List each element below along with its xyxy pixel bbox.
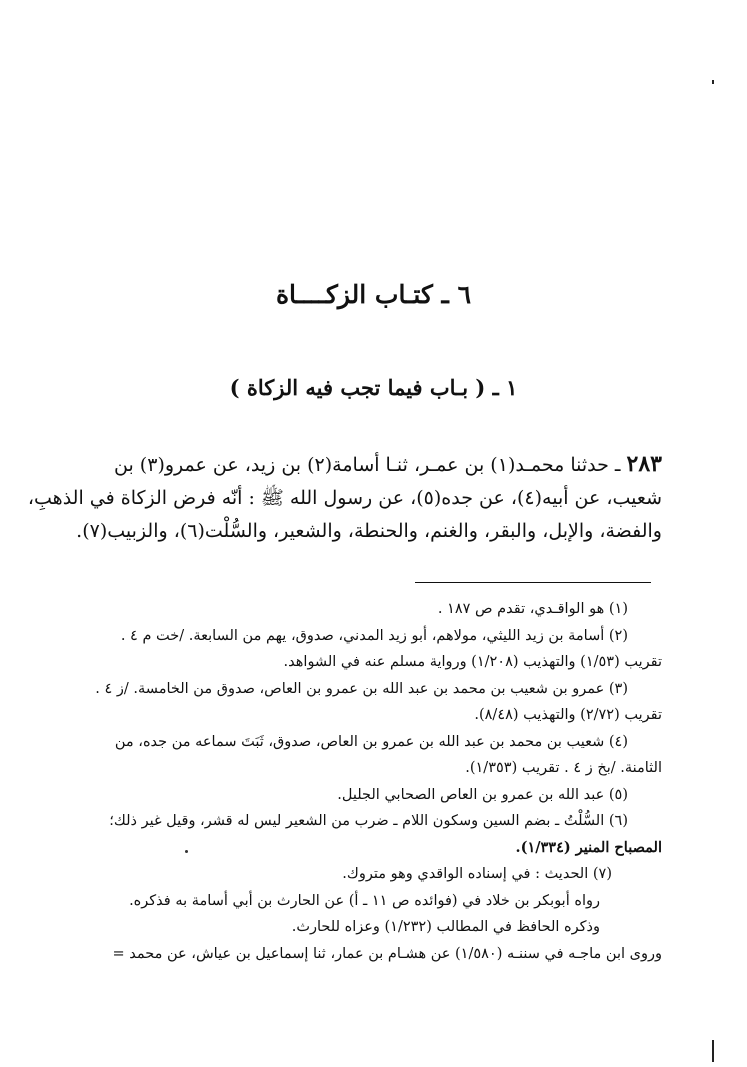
footnote-line: وروى ابن ماجـه في سننـه (١/٥٨٠) عن هشـام بن عمار، ثنا إسماعيل بن عياش، عن محمد = xyxy=(112,945,662,962)
scan-edge-mark xyxy=(712,80,714,84)
hadith-line: ٢٨٣ ـ حدثنا محمـد(١) بن عمـر، ثنـا أسامة(٢) بن زيد، عن عمرو(٣) بن xyxy=(114,451,662,477)
scan-edge-mark xyxy=(712,1040,714,1062)
hadith-line: والفضة، والإبل، والبقر، والغنم، والحنطة، والشعير، والسُّلْت(٦)، والزبيب(٧). xyxy=(76,520,662,542)
footnote-line: تقريب (١/٥٣) والتهذيب (١/٢٠٨) ورواية مسلم عنه في الشواهد. xyxy=(283,654,662,670)
footnote-line: (٦) السُّلْتُ ـ بضم السين وسكون اللام ـ ضرب من الشعير ليس له قشر، وقيل غير ذلك؛ xyxy=(109,813,628,829)
footnote-line: تقريب (٢/٧٢) والتهذيب (٨/٤٨). xyxy=(474,707,662,723)
chapter-title: ٦ ـ كتـاب الزكــــاة xyxy=(275,280,472,309)
footnote-line: (٢) أسامة بن زيد الليثي، مولاهم، أبو زيد المدني، صدوق، يهم من السابعة. /خت م ٤ . xyxy=(120,627,628,644)
footnote-line: (٧) الحديث : في إسناده الواقدي وهو متروك. xyxy=(342,866,612,882)
footnote-line: المصباح المنير (١/٣٣٤). xyxy=(515,838,662,856)
hadith-text xyxy=(27,448,662,548)
footnote-line: وذكره الحافظ في المطالب (١/٢٣٢) وعزاه للحارث. xyxy=(291,919,600,935)
hadith-number: ٢٨٣ xyxy=(626,451,662,477)
scan-speck xyxy=(185,850,188,853)
footnote-line: (١) هو الواقـدي، تقدم ص ١٨٧ . xyxy=(437,601,628,617)
footnote-line: (٤) شعيب بن محمد بن عبد الله بن عمرو بن العاص، صدوق، ثَبَتَ سماعه من جده، من xyxy=(114,733,628,750)
footnote-line: (٥) عبد الله بن عمرو بن العاص الصحابي الجليل. xyxy=(337,786,628,803)
footnote-line: (٣) عمرو بن شعيب بن محمد بن عبد الله بن عمرو بن العاص، صدوق من الخامسة. /ز ٤ . xyxy=(95,680,628,697)
footnote-separator xyxy=(415,582,651,583)
section-title: ١ ـ ( بـاب فيما تجب فيه الزكاة ) xyxy=(229,375,518,400)
footnote-line: رواه أبوبكر بن خلاد في (فوائده ص ١١ ـ أ) عن الحارث بن أبي أسامة به فذكره. xyxy=(129,892,600,909)
footnotes xyxy=(82,596,662,967)
hadith-line: شعيب، عن أبيه(٤)، عن جده(٥)، عن رسول الله ﷺ : أنّه فرض الزكاة في الذهبِ، xyxy=(27,487,662,509)
footnote-line: الثامنة. /بخ ز ٤ . تقريب (١/٣٥٣). xyxy=(465,760,662,776)
